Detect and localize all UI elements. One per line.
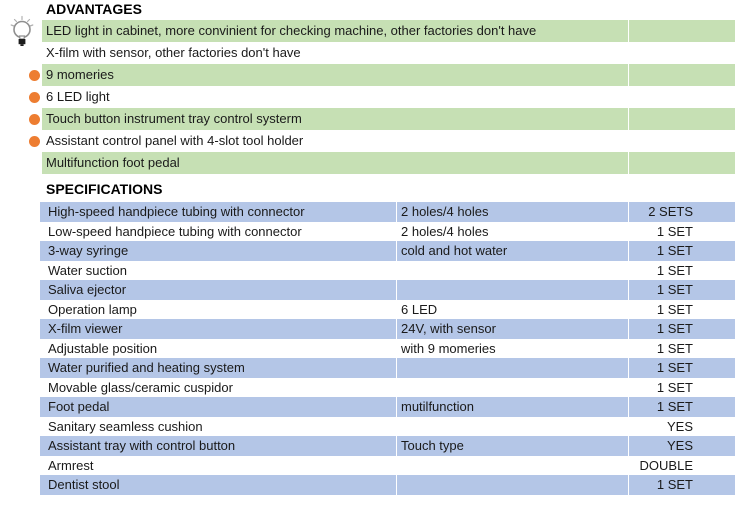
- spec-item: Dentist stool: [40, 475, 396, 495]
- spec-detail: [396, 358, 628, 378]
- spec-item: Movable glass/ceramic cuspidor: [48, 379, 233, 395]
- advantage-text: 6 LED light: [46, 89, 110, 104]
- advantage-row: [0, 130, 735, 152]
- spec-quantity: YES: [628, 417, 735, 437]
- advantage-icon-slot: [0, 64, 42, 86]
- spec-detail: 2 holes/4 holes: [396, 202, 628, 222]
- advantage-extra-cell: [628, 20, 735, 42]
- spec-row: [40, 202, 735, 222]
- advantages-table: [0, 20, 735, 174]
- spec-quantity: 1 SET: [628, 222, 735, 242]
- advantage-text: X-film with sensor, other factories don't have: [46, 45, 301, 60]
- advantage-extra-cell: [628, 130, 735, 152]
- advantage-text: Touch button instrument tray control systerm: [42, 108, 628, 130]
- spec-item: Sanitary seamless cushion: [48, 418, 203, 434]
- spec-quantity: 2 SETS: [628, 202, 735, 222]
- spec-item: Armrest: [48, 457, 94, 473]
- spec-row: [40, 300, 735, 320]
- light-bulb-icon: [9, 15, 35, 49]
- spec-item: Water suction: [48, 262, 127, 278]
- spec-item: Foot pedal: [40, 397, 396, 417]
- spec-quantity: 1 SET: [628, 261, 735, 281]
- spec-detail: [396, 475, 628, 495]
- spec-item: 3-way syringe: [40, 241, 396, 261]
- bullet-icon: [29, 70, 40, 81]
- spec-detail: [396, 280, 628, 300]
- advantage-row: [0, 86, 735, 108]
- advantage-text: Multifunction foot pedal: [42, 152, 628, 174]
- spec-item: High-speed handpiece tubing with connector: [40, 202, 396, 222]
- spec-quantity: DOUBLE: [628, 456, 735, 476]
- spec-row: [40, 475, 735, 495]
- advantages-title: ADVANTAGES: [46, 1, 142, 17]
- bullet-icon: [29, 136, 40, 147]
- advantage-extra-cell: [628, 42, 735, 64]
- spec-item: Saliva ejector: [40, 280, 396, 300]
- spec-row: [40, 280, 735, 300]
- advantage-text: LED light in cabinet, more convinient for checking machine, other factories don't have: [42, 20, 628, 42]
- spec-item: Water purified and heating system: [40, 358, 396, 378]
- spec-detail: [396, 456, 628, 476]
- bullet-icon: [29, 114, 40, 125]
- advantage-extra-cell: [628, 108, 735, 130]
- spec-row: [40, 261, 735, 281]
- advantage-text: 9 momeries: [42, 64, 628, 86]
- spec-row: [40, 222, 735, 242]
- spec-detail: 6 LED: [396, 300, 628, 320]
- spec-row: [40, 456, 735, 476]
- advantage-row: [0, 152, 735, 174]
- spec-detail: [396, 417, 628, 437]
- spec-quantity: 1 SET: [628, 319, 735, 339]
- advantage-row: [0, 108, 735, 130]
- specifications-title: SPECIFICATIONS: [46, 181, 163, 197]
- bullet-icon: [29, 92, 40, 103]
- spec-item: Low-speed handpiece tubing with connector: [48, 223, 302, 239]
- advantage-row: [0, 64, 735, 86]
- spec-quantity: 1 SET: [628, 378, 735, 398]
- advantage-icon-slot: [0, 86, 42, 108]
- spec-quantity: 1 SET: [628, 300, 735, 320]
- spec-row: [40, 358, 735, 378]
- advantage-row: [0, 20, 735, 42]
- spec-quantity: 1 SET: [628, 475, 735, 495]
- spec-row: [40, 397, 735, 417]
- advantage-icon-slot: [0, 108, 42, 130]
- advantage-extra-cell: [628, 152, 735, 174]
- spec-detail: Touch type: [396, 436, 628, 456]
- spec-quantity: 1 SET: [628, 280, 735, 300]
- spec-detail: mutilfunction: [396, 397, 628, 417]
- advantage-extra-cell: [628, 86, 735, 108]
- spec-row: [40, 436, 735, 456]
- advantage-icon-slot: [0, 152, 42, 174]
- spec-row: [40, 378, 735, 398]
- spec-detail: with 9 momeries: [396, 339, 628, 359]
- spec-item: Adjustable position: [48, 340, 158, 356]
- spec-detail: cold and hot water: [396, 241, 628, 261]
- spec-row: [40, 339, 735, 359]
- spec-row: [40, 319, 735, 339]
- spec-quantity: 1 SET: [628, 241, 735, 261]
- advantage-icon-slot: [0, 130, 42, 152]
- spec-quantity: YES: [628, 436, 735, 456]
- spec-row: [40, 417, 735, 437]
- advantage-text: Assistant control panel with 4-slot tool holder: [46, 133, 304, 148]
- spec-detail: [396, 261, 628, 281]
- spec-quantity: 1 SET: [628, 358, 735, 378]
- spec-item: Assistant tray with control button: [40, 436, 396, 456]
- spec-row: [40, 241, 735, 261]
- spec-item: Operation lamp: [48, 301, 137, 317]
- spec-detail: [396, 378, 628, 398]
- specifications-table: [40, 202, 735, 495]
- spec-detail: 2 holes/4 holes: [396, 222, 628, 242]
- spec-quantity: 1 SET: [628, 397, 735, 417]
- advantage-row: [0, 42, 735, 64]
- spec-item: X-film viewer: [40, 319, 396, 339]
- advantage-extra-cell: [628, 64, 735, 86]
- spec-detail: 24V, with sensor: [396, 319, 628, 339]
- spec-quantity: 1 SET: [628, 339, 735, 359]
